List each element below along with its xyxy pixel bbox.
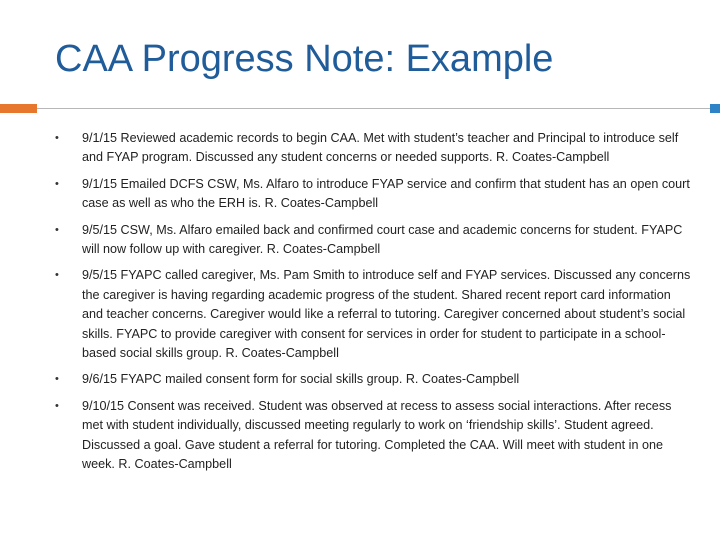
accent-bar-left bbox=[0, 104, 37, 113]
bullet-icon: • bbox=[55, 373, 59, 386]
note-text: 9/10/15 Consent was received. Student was observed at recess to assess social interactions. After recess met with student individually, discussed meeting regularly to work on ‘friendship skills’. Student agreed. Discussed a goal. Gave student a referral for tutoring. Completed the CAA. Will meet with student in one week. R. Coates-Campbell bbox=[82, 398, 672, 472]
note-text: 9/1/15 Emailed DCFS CSW, Ms. Alfaro to introduce FYAP service and confirm that student has an open court case as well as who the ERH is. R. Coates-Campbell bbox=[82, 176, 690, 211]
accent-bar-right bbox=[710, 104, 720, 113]
bullet-icon: • bbox=[55, 177, 59, 190]
bullet-icon: • bbox=[55, 269, 59, 282]
bullet-icon: • bbox=[55, 399, 59, 412]
note-text: 9/6/15 FYAPC mailed consent form for social skills group. R. Coates-Campbell bbox=[82, 372, 520, 387]
bullet-icon: • bbox=[55, 223, 59, 236]
list-item bbox=[55, 129, 695, 168]
list-item bbox=[55, 370, 695, 389]
list-item bbox=[55, 266, 695, 363]
list-item bbox=[55, 175, 695, 214]
progress-note-list bbox=[55, 129, 695, 482]
bullet-icon: • bbox=[55, 132, 59, 144]
note-text: 9/5/15 FYAPC called caregiver, Ms. Pam Smith to introduce self and FYAP services. Discussed any concerns the caregiver is having regarding academic progress of the student. Shared recent report card information and teacher concerns. Caregiver would like a referral to tutoring. Caregiver concerned about student’s social skills. FYAPC to provide caregiver with consent for services in order for student to participate in a school-based social skills group. R. Coates-Campbell bbox=[82, 268, 691, 361]
note-text: 9/5/15 CSW, Ms. Alfaro emailed back and confirmed court case and academic concerns for student. FYAPC will now follow up with caregiver. R. Coates-Campbell bbox=[82, 222, 683, 257]
note-text: 9/1/15 Reviewed academic records to begin CAA. Met with student’s teacher and Principal to introduce self and FYAP program. Discussed any student concerns or needed supports. R. Coates-Campbell bbox=[82, 131, 679, 165]
slide-title: CAA Progress Note: Example bbox=[55, 38, 554, 80]
title-divider bbox=[37, 108, 720, 109]
list-item bbox=[55, 221, 695, 260]
list-item bbox=[55, 397, 695, 475]
